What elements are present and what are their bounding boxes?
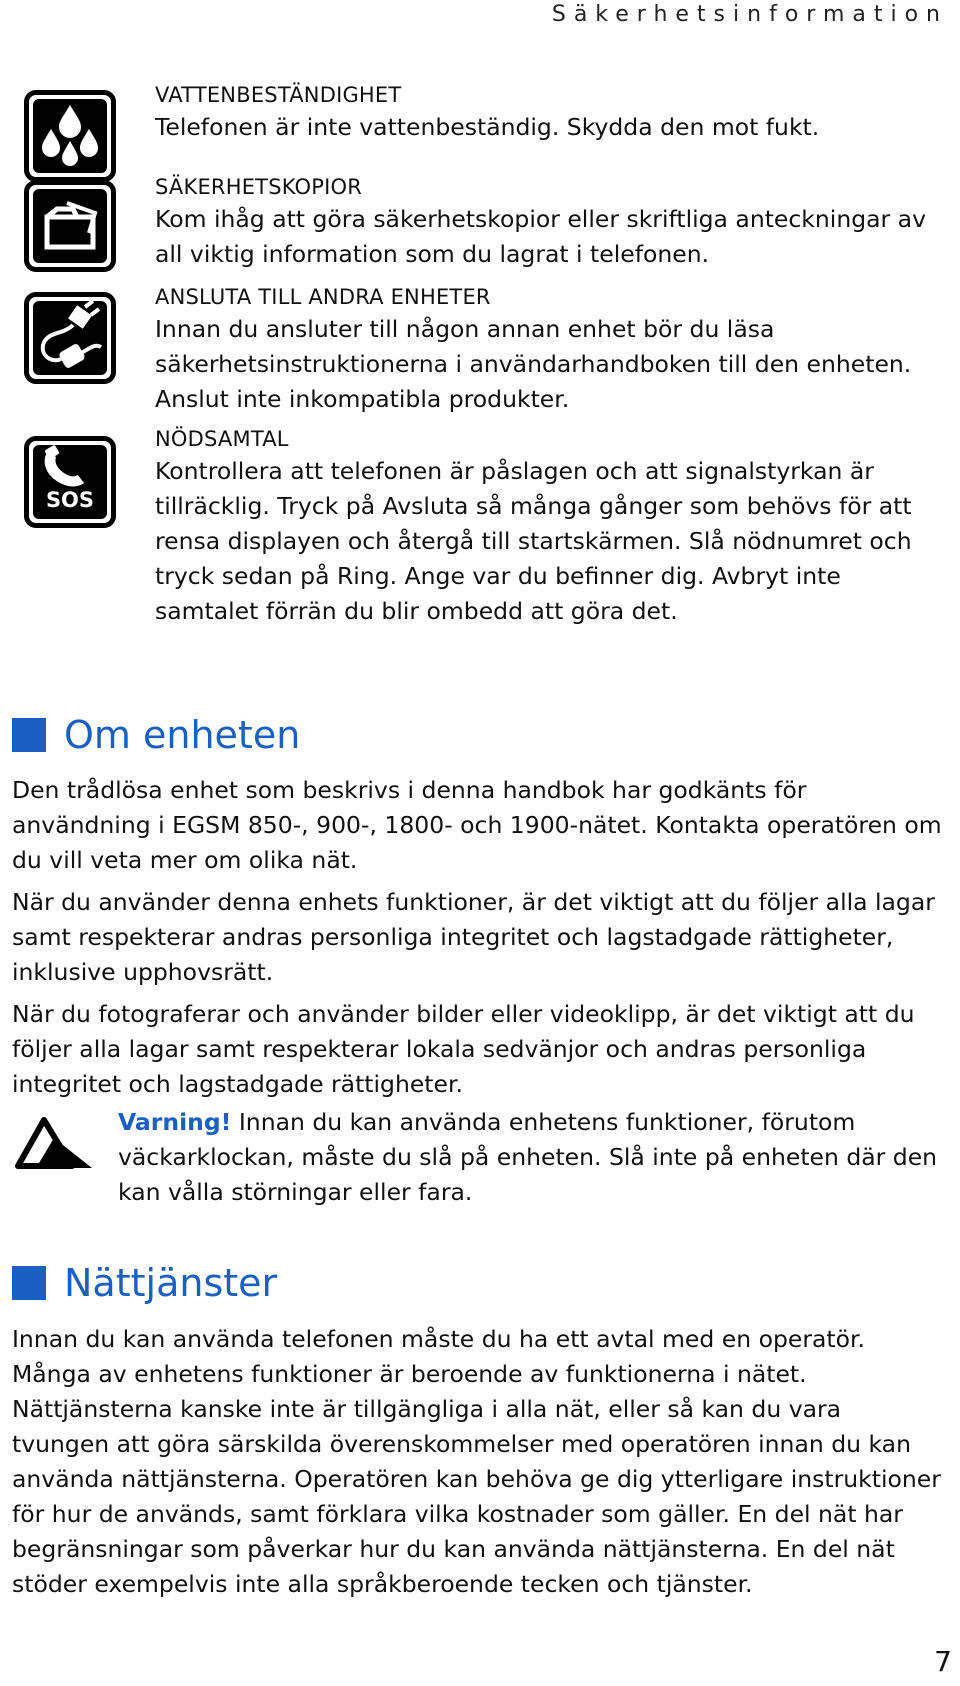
safety-title: ANSLUTA TILL ANDRA ENHETER [155,285,491,309]
safety-title: VATTENBESTÄNDIGHET [155,83,402,107]
safety-item-connect [155,282,945,417]
section-heading-nattjanster [12,1261,277,1305]
paragraph: När du använder denna enhets funktioner, är det viktigt att du följer alla lagar samt respekterar andras personliga integritet och lagstadgade rättigheter, inklusive upphovsrätt. [12,888,935,986]
paragraph: Innan du kan använda telefonen måste du ha ett avtal med en operatör. Många av enhetens funktioner är beroende av funktionerna i nätet. Nättjänsterna kanske inte är tillgängliga i alla nät, eller så kan du vara tvungen att göra särskilda överenskommelser med operatören innan du kan använda nättjänsterna. Operatören kan behöva ge dig ytterligare instruktioner för hur de används, samt förklara vilka kostnader som gäller. En del nät har begränsningar som påverkar hur du kan använda nättjänsterna. En del nät stöder exempelvis inte alla språkberoende tecken och tjänster. [12,1325,941,1598]
section-heading-om-enheten [12,713,300,757]
plug-cable-icon [24,292,116,384]
safety-item-emergency [155,424,945,629]
warning-icon [14,1116,96,1176]
safety-item-backup [155,172,945,272]
warning-text: Innan du kan använda enhetens funktioner, förutom väckarklockan, måste du slå på enheten. Slå inte på enheten där den kan vålla störningar eller fara. [118,1108,938,1206]
safety-text: Kom ihåg att göra säkerhetskopior eller skriftliga anteckningar av all viktig information som du lagrat i telefonen. [155,205,926,268]
safety-text: Kontrollera att telefonen är påslagen och att signalstyrkan är tillräcklig. Tryck på Avsluta så många gånger som behövs för att rensa displayen och återgå till startskärmen. Slå nödnumret och tryck sedan på Ring. Ange var du befinner dig. Avbryt inte samtalet förrän du blir ombedd att göra det. [155,457,912,625]
running-header: Säkerhetsinformation [551,2,948,27]
water-drops-icon [24,90,116,182]
sos-label: SOS [45,488,95,512]
safety-title: NÖDSAMTAL [155,427,289,451]
section-title: Om enheten [64,713,301,757]
section-title: Nättjänster [64,1261,278,1305]
warning-note [118,1105,948,1210]
section-marker [12,1266,46,1300]
section-marker [12,718,46,752]
safety-item-water [155,80,945,145]
paragraph: Den trådlösa enhet som beskrivs i denna handbok har godkänts för användning i EGSM 850-, 900-, 1800- och 1900-nätet. Kontakta operatören om du vill veta mer om olika nät. [12,776,942,874]
page-number: 7 [934,1645,952,1678]
sos-phone-icon [24,436,116,528]
safety-text: Telefonen är inte vattenbeständig. Skydda den mot fukt. [155,113,820,141]
warning-label: Varning! [118,1108,232,1136]
backup-folder-icon [24,180,116,272]
safety-title: SÄKERHETSKOPIOR [155,175,363,199]
safety-text: Innan du ansluter till någon annan enhet bör du läsa säkerhetsinstruktionerna i användarhandboken till den enheten. Anslut inte inkompatibla produkter. [155,315,912,413]
paragraph: När du fotograferar och använder bilder eller videoklipp, är det viktigt att du följer alla lagar samt respekterar lokala sedvänjor och andras personliga integritet och lagstadgade rättigheter. [12,1000,915,1098]
